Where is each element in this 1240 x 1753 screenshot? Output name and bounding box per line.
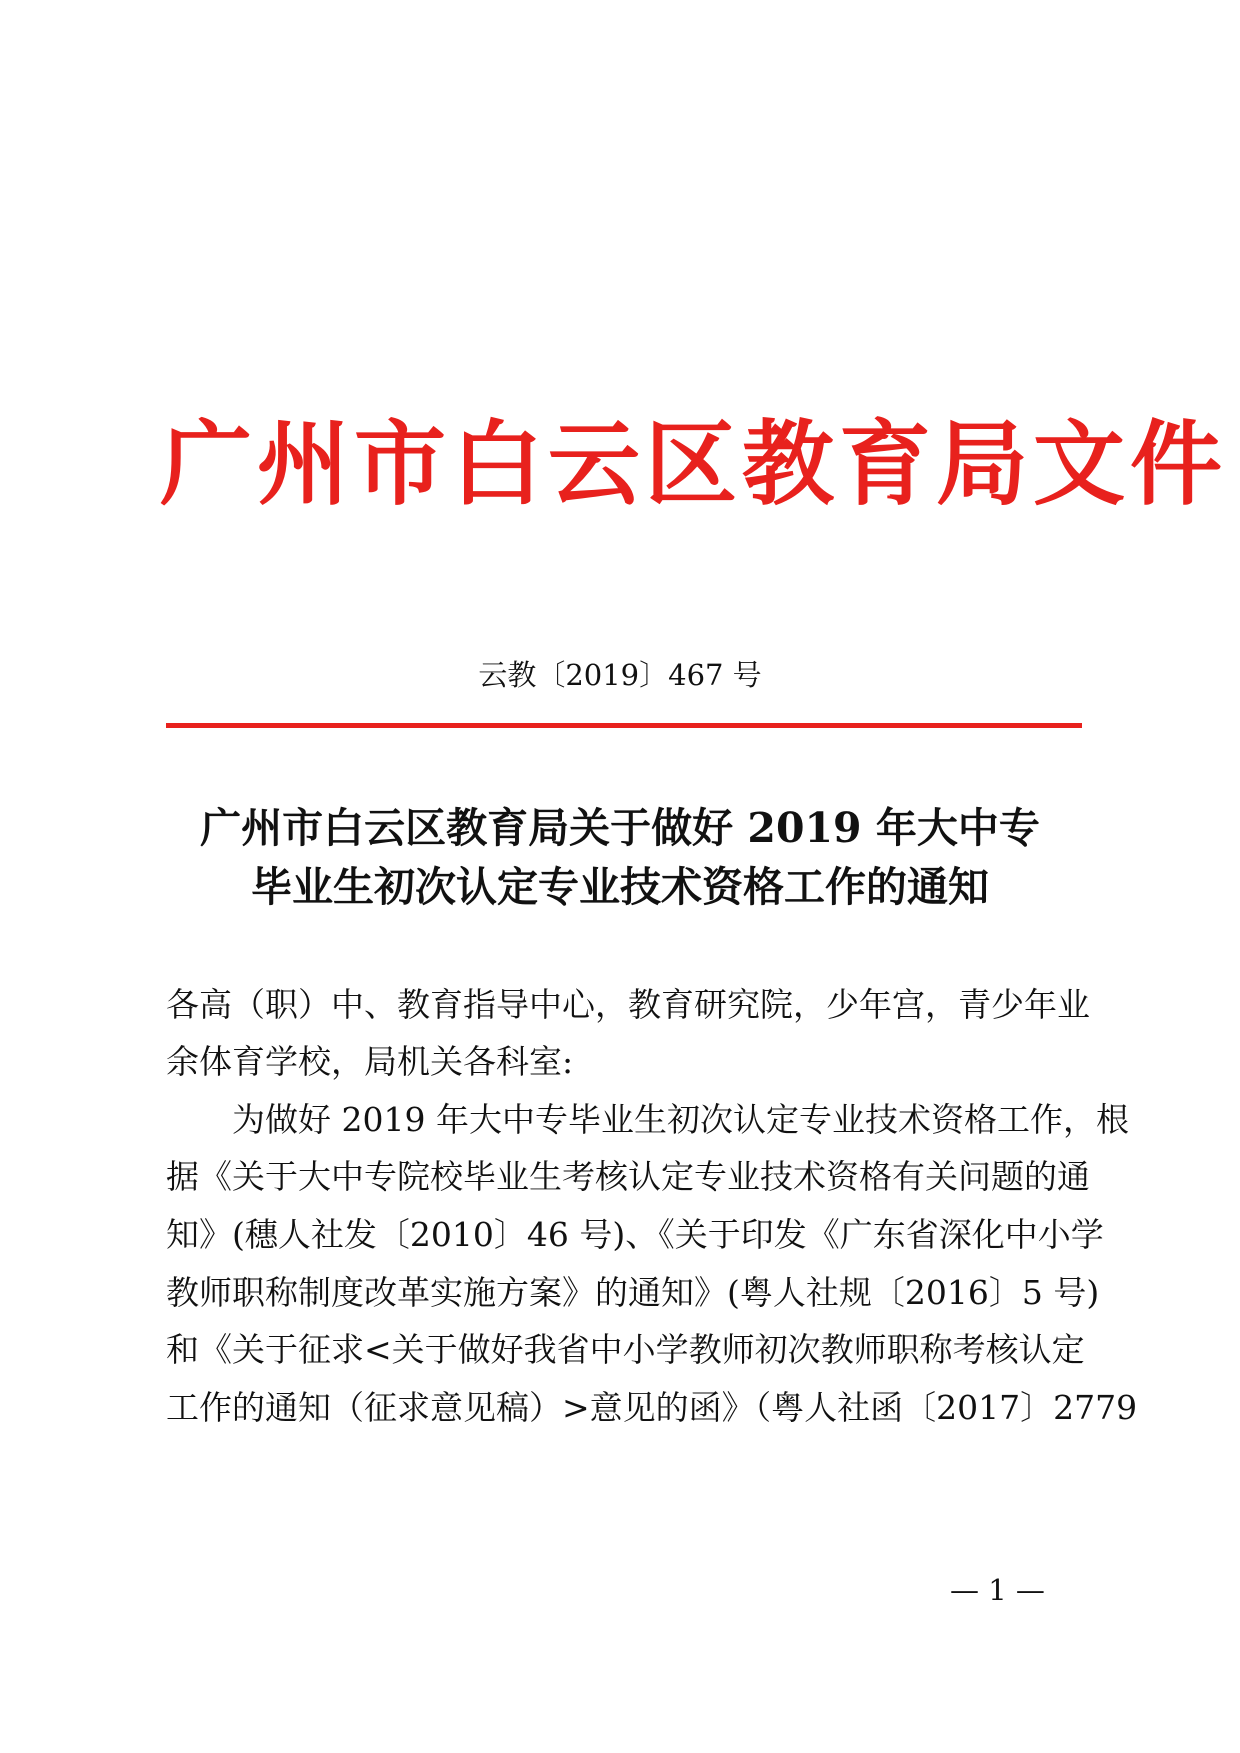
page-number: — 1 —	[950, 1573, 1045, 1607]
body-line-2: 余体育学校，局机关各科室:	[166, 1042, 574, 1081]
notice-title-line-2: 毕业生初次认定专业技术资格工作的通知	[251, 863, 989, 911]
body-line-3: 为做好 2019 年大中专毕业生初次认定专业技术资格工作，根	[166, 1100, 1129, 1139]
document-number: 云教〔2019〕467 号	[478, 658, 762, 692]
red-divider-line	[166, 723, 1082, 728]
notice-title-line-1: 广州市白云区教育局关于做好 2019 年大中专	[200, 804, 1040, 852]
body-line-8: 工作的通知（征求意见稿）>意见的函》（粤人社函〔2017〕2779	[166, 1388, 1138, 1427]
masthead-title: 广州市白云区教育局文件	[160, 410, 1228, 518]
body-line-1: 各高（职）中、教育指导中心，教育研究院，少年宫，青少年业	[166, 985, 1090, 1024]
body-line-7: 和《关于征求<关于做好我省中小学教师初次教师职称考核认定	[166, 1330, 1085, 1369]
body-line-4: 据《关于大中专院校毕业生考核认定专业技术资格有关问题的通	[166, 1157, 1090, 1196]
body-line-5: 知》(穗人社发〔2010〕46 号)、《关于印发《广东省深化中小学	[166, 1215, 1104, 1254]
body-line-6: 教师职称制度改革实施方案》的通知》(粤人社规〔2016〕5 号)	[166, 1273, 1100, 1312]
